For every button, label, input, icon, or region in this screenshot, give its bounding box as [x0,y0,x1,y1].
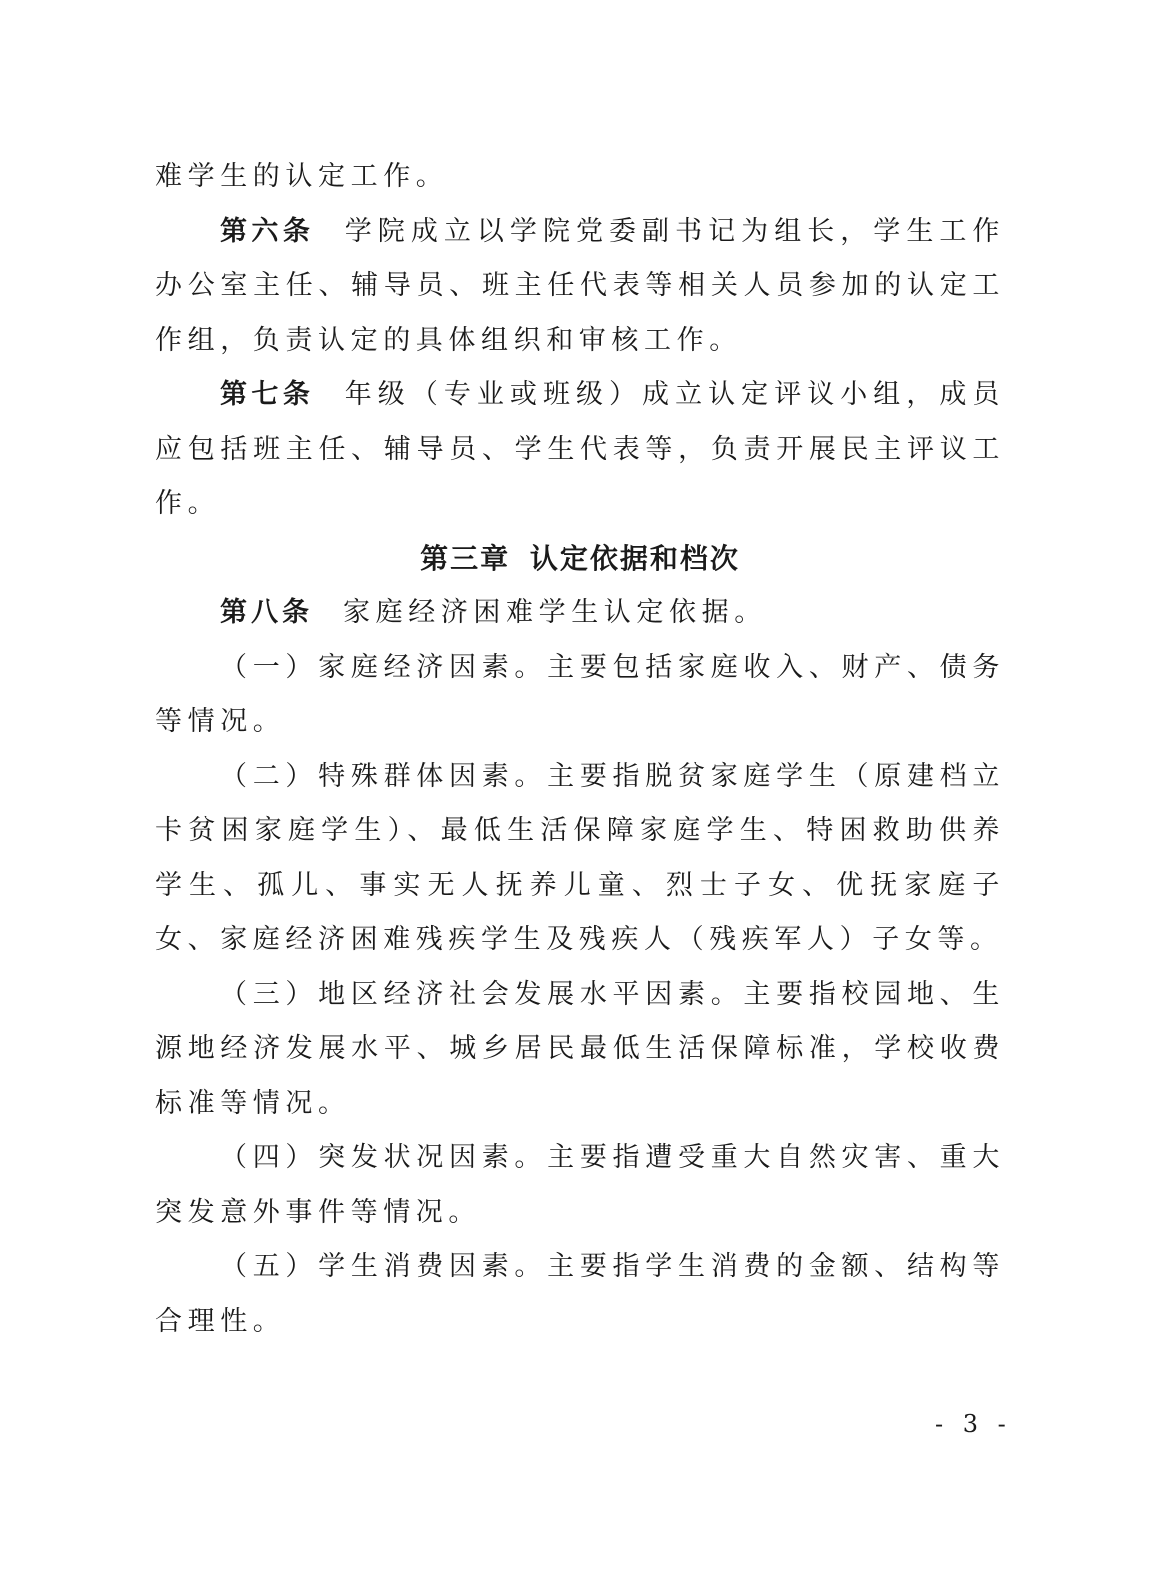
paragraph-text: （二）特殊群体因素。主要指脱贫家庭学生（原建档立卡贫困家庭学生）、最低生活保障家庭学生、特困救助供养学生、孤儿、事实无人抚养儿童、烈士子女、优抚家庭子女、家庭经济困难残疾学生及残疾人（残疾军人）子女等。 [155,760,1005,955]
page-number: - 3 - [935,1410,1012,1438]
article-7-paragraph [155,368,1005,532]
paragraph-continuation [155,150,1005,205]
article-6-paragraph [155,205,1005,369]
document-body [155,150,1005,1349]
item-1-paragraph [155,641,1005,750]
paragraph-text: 家庭经济困难学生认定依据。 [343,597,767,628]
item-2-paragraph [155,750,1005,968]
article-label: 第八条 [220,597,313,628]
article-8-paragraph [155,586,1005,641]
article-label: 第六条 [220,215,315,247]
item-5-paragraph [155,1240,1005,1349]
paragraph-text: （五）学生消费因素。主要指学生消费的金额、结构等合理性。 [155,1251,1005,1337]
paragraph-text: 年级（专业或班级）成立认定评议小组，成员应包括班主任、辅导员、学生代表等，负责开展民主评议工作。 [155,379,1006,519]
paragraph-text: 难学生的认定工作。 [155,161,449,192]
paragraph-text: （一）家庭经济因素。主要包括家庭收入、财产、债务等情况。 [155,651,1005,737]
paragraph-text: （四）突发状况因素。主要指遭受重大自然灾害、重大突发意外事件等情况。 [155,1142,1005,1228]
paragraph-text: 学院成立以学院党委副书记为组长，学生工作办公室主任、辅导员、班主任代表等相关人员参加的认定工作组，负责认定的具体组织和审核工作。 [155,215,1006,356]
chapter-title: 第三章 认定依据和档次 [420,541,740,575]
article-label: 第七条 [220,379,315,410]
paragraph-text: （三）地区经济社会发展水平因素。主要指校园地、生源地经济发展水平、城乡居民最低生活保障标准，学校收费标准等情况。 [155,978,1005,1119]
item-3-paragraph [155,968,1005,1132]
item-4-paragraph [155,1131,1005,1240]
